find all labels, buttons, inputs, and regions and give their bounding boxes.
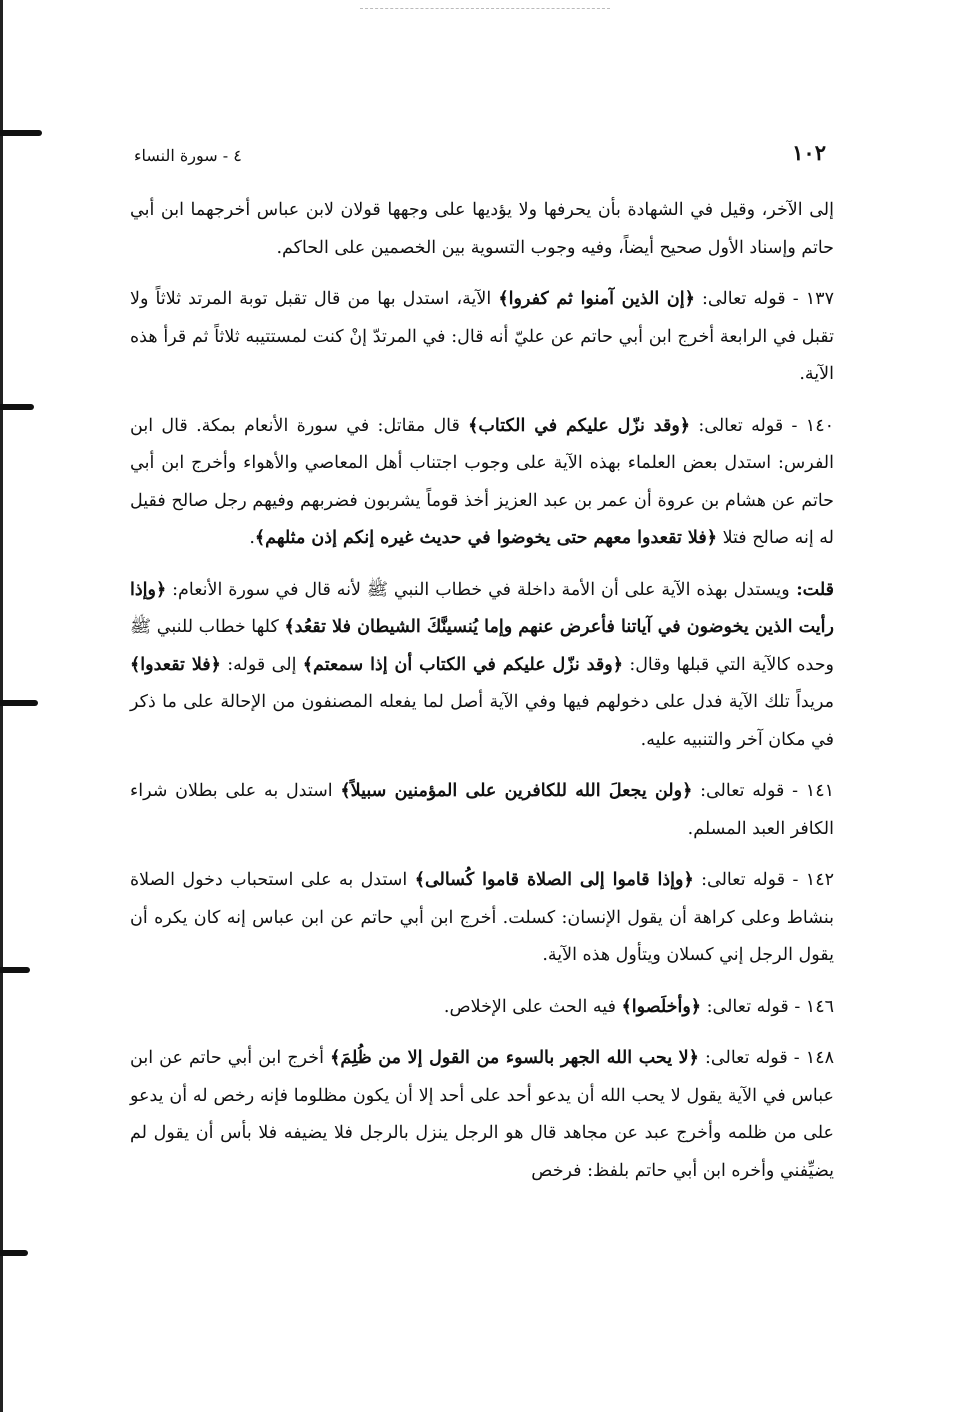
text-span: ١٤٨ - قوله تعالى: (698, 1048, 834, 1068)
quote-span: ﴿وأخلَصوا﴾ (621, 996, 702, 1017)
text-span: قال مقاتل: في سورة الأنعام بمكة. قال ابن الفرس: استدل بعض العلماء بهذه الآية على وجوب اجتناب أهل المعاصي والأهواء وأخرج ابن أبي حاتم عن هشام بن عروة أن عمر بن عبد العزيز أخذ قوماً يشربون فضربهم وفيهم رجل صالح فقيل له إنه صالح فتلا (130, 415, 834, 548)
paragraph (130, 408, 834, 558)
text-span: مريداً تلك الآية فدل على دخولهم فيها وفي الآية أصل لما يفعله المصنفون من الإحالة على ما ذكر في مكان آخر والتنبيه عليه. (130, 692, 834, 750)
text-span: إلى الآخر، وقيل في الشهادة بأن يحرفها ولا يؤديها على وجهها قولان لابن عباس أخرجهما ابن أبي حاتم وإسناد الأول صحيح أيضاً، وفيه وجوب التسوية بين الخصمين على الحاكم. (130, 200, 834, 258)
quote-span: ﴿وقد نزّل عليكم في الكتاب أن إذا سمعتم﴾ (302, 654, 623, 675)
text-span: كلها خطاب للنبي ﷺ وحده كالآية التي قبلها وقال: (130, 617, 834, 675)
quote-span: ﴿لا يحب الله الجهر بالسوء من القول إلا من ظُلِمَ﴾ (330, 1048, 699, 1068)
running-title: ٤ - سورة النساء (134, 146, 242, 165)
quote-span: ﴿ولن يجعلَ الله للكافرين على المؤمنين سبيلاً﴾ (340, 781, 693, 801)
text-span: ١٤٦ - قوله تعالى: (701, 996, 834, 1017)
binding-edge (0, 0, 8, 1412)
binding-mark (0, 967, 30, 973)
paragraph (130, 773, 834, 848)
page-header (130, 140, 834, 174)
quote-span: ﴿وإذا قاموا إلى الصلاة قاموا كُسالى﴾ (414, 870, 694, 890)
page-number: ١٠٢ (792, 140, 826, 165)
page-body (130, 192, 834, 1204)
text-span: استدل به على استحباب دخول الصلاة بنشاط وعلى كراهة أن يقول الإنسان: كسلت. أخرج ابن أبي حاتم عن ابن عباس إنه كان يكره أن يقول الرجل إني كسلان ويتأول هذه الآية. (130, 870, 834, 965)
text-span: ١٤٠ - قوله تعالى: (690, 415, 834, 436)
text-span: ١٣٧ - قوله تعالى: (694, 289, 834, 309)
quote-span: ﴿إن الذين آمنوا ثم كفروا﴾ (498, 289, 695, 309)
paragraph (130, 989, 834, 1027)
text-span: ١٤٢ - قوله تعالى: (693, 870, 834, 890)
binding-mark (0, 404, 34, 410)
text-span: استدل به على بطلان شراء الكافر العبد المسلم. (130, 781, 834, 839)
quote-span: ﴿وقد نزّل عليكم في الكتاب﴾ (468, 415, 691, 436)
binding-mark (0, 130, 42, 136)
binding-mark (0, 1250, 28, 1256)
text-span: الآية، استدل بها من قال تقبل توبة المرتد ثلاثاً ولا تقبل في الرابعة أخرج ابن أبي حاتم عن عليّ أنه قال: في المرتدّ إنْ كنت لمستتيبه ثلاثاً ثم قرأ هذه الآية. (130, 289, 834, 384)
text-span: . (249, 528, 255, 548)
quote-span: ﴿فلا تقعدوا معهم حتى يخوضوا في حديث غيره إنكم إذن مثلهم﴾ (254, 528, 717, 548)
quote-span: قلت: (789, 579, 834, 600)
quote-span: ﴿فلا تقعدوا﴾ (130, 654, 221, 675)
scan-top-border (360, 8, 610, 9)
text-span: ويستدل بهذه الآية على أن الأمة داخلة في خطاب النبي ﷺ لأنه قال في سورة الأنعام: (166, 579, 790, 600)
text-span: إلى قوله: (220, 654, 303, 675)
paragraph (130, 192, 834, 267)
paragraph (130, 862, 834, 975)
paragraph (130, 1040, 834, 1190)
quote-span: ﴿وإذا رأيت الذين يخوضون في آياتنا فأعرض عنهم وإما يُنسينَّكَ الشيطان فلا تقعُد﴾ (130, 579, 834, 637)
text-span: ١٤١ - قوله تعالى: (692, 781, 834, 801)
paragraph (130, 572, 834, 760)
text-span: فيه الحث على الإخلاص. (443, 996, 622, 1017)
paragraph (130, 281, 834, 394)
binding-mark (0, 700, 38, 706)
text-span: أخرج ابن أبي حاتم عن ابن عباس في الآية يقول لا يحب الله أن يدعو أحد على أحد إلا أن يكون مظلوما فإنه رخص له أن يدعو على من ظلمه وأخرج عبد عن مجاهد قال هو الرجل ينزل بالرجل فلا يضيفه فلا بأس أن يقول لم يضيِّفني وأخره ابن أبي حاتم بلفظ: فرخص (130, 1048, 834, 1181)
